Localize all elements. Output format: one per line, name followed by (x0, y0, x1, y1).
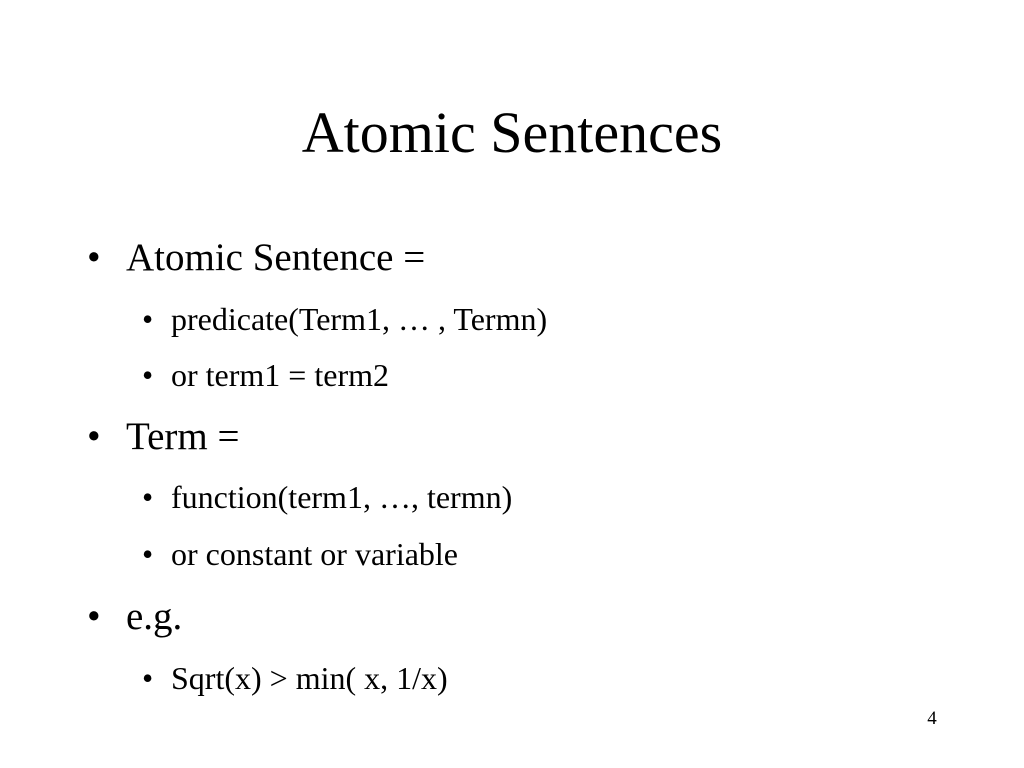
bullet-text: Atomic Sentence = (126, 236, 426, 279)
sub-bullet-constant-variable (142, 535, 458, 573)
bullet-icon: • (87, 595, 101, 638)
bullet-text: predicate(Term1, … , Termn) (171, 301, 548, 337)
bullet-text: or term1 = term2 (171, 357, 389, 393)
sub-bullet-function (142, 478, 512, 516)
bullet-text: function(term1, …, termn) (171, 479, 513, 515)
bullet-text: e.g. (126, 595, 183, 638)
bullet-text: Term = (126, 415, 240, 458)
bullet-icon: • (142, 357, 154, 393)
sub-bullet-predicate (142, 300, 547, 338)
bullet-item-atomic-sentence (87, 235, 425, 281)
bullet-text: or constant or variable (171, 536, 458, 572)
sub-bullet-sqrt-example (142, 659, 448, 697)
bullet-icon: • (87, 236, 101, 279)
bullet-icon: • (142, 479, 154, 515)
page-number: 4 (927, 708, 937, 729)
bullet-icon: • (142, 536, 154, 572)
sub-bullet-term-equality (142, 356, 389, 394)
bullet-icon: • (142, 660, 154, 696)
bullet-icon: • (87, 415, 101, 458)
slide-title: Atomic Sentences (301, 100, 723, 165)
bullet-text: Sqrt(x) > min( x, 1/x) (171, 660, 448, 696)
bullet-item-term (87, 414, 239, 460)
bullet-icon: • (142, 301, 154, 337)
bullet-item-example (87, 594, 182, 640)
